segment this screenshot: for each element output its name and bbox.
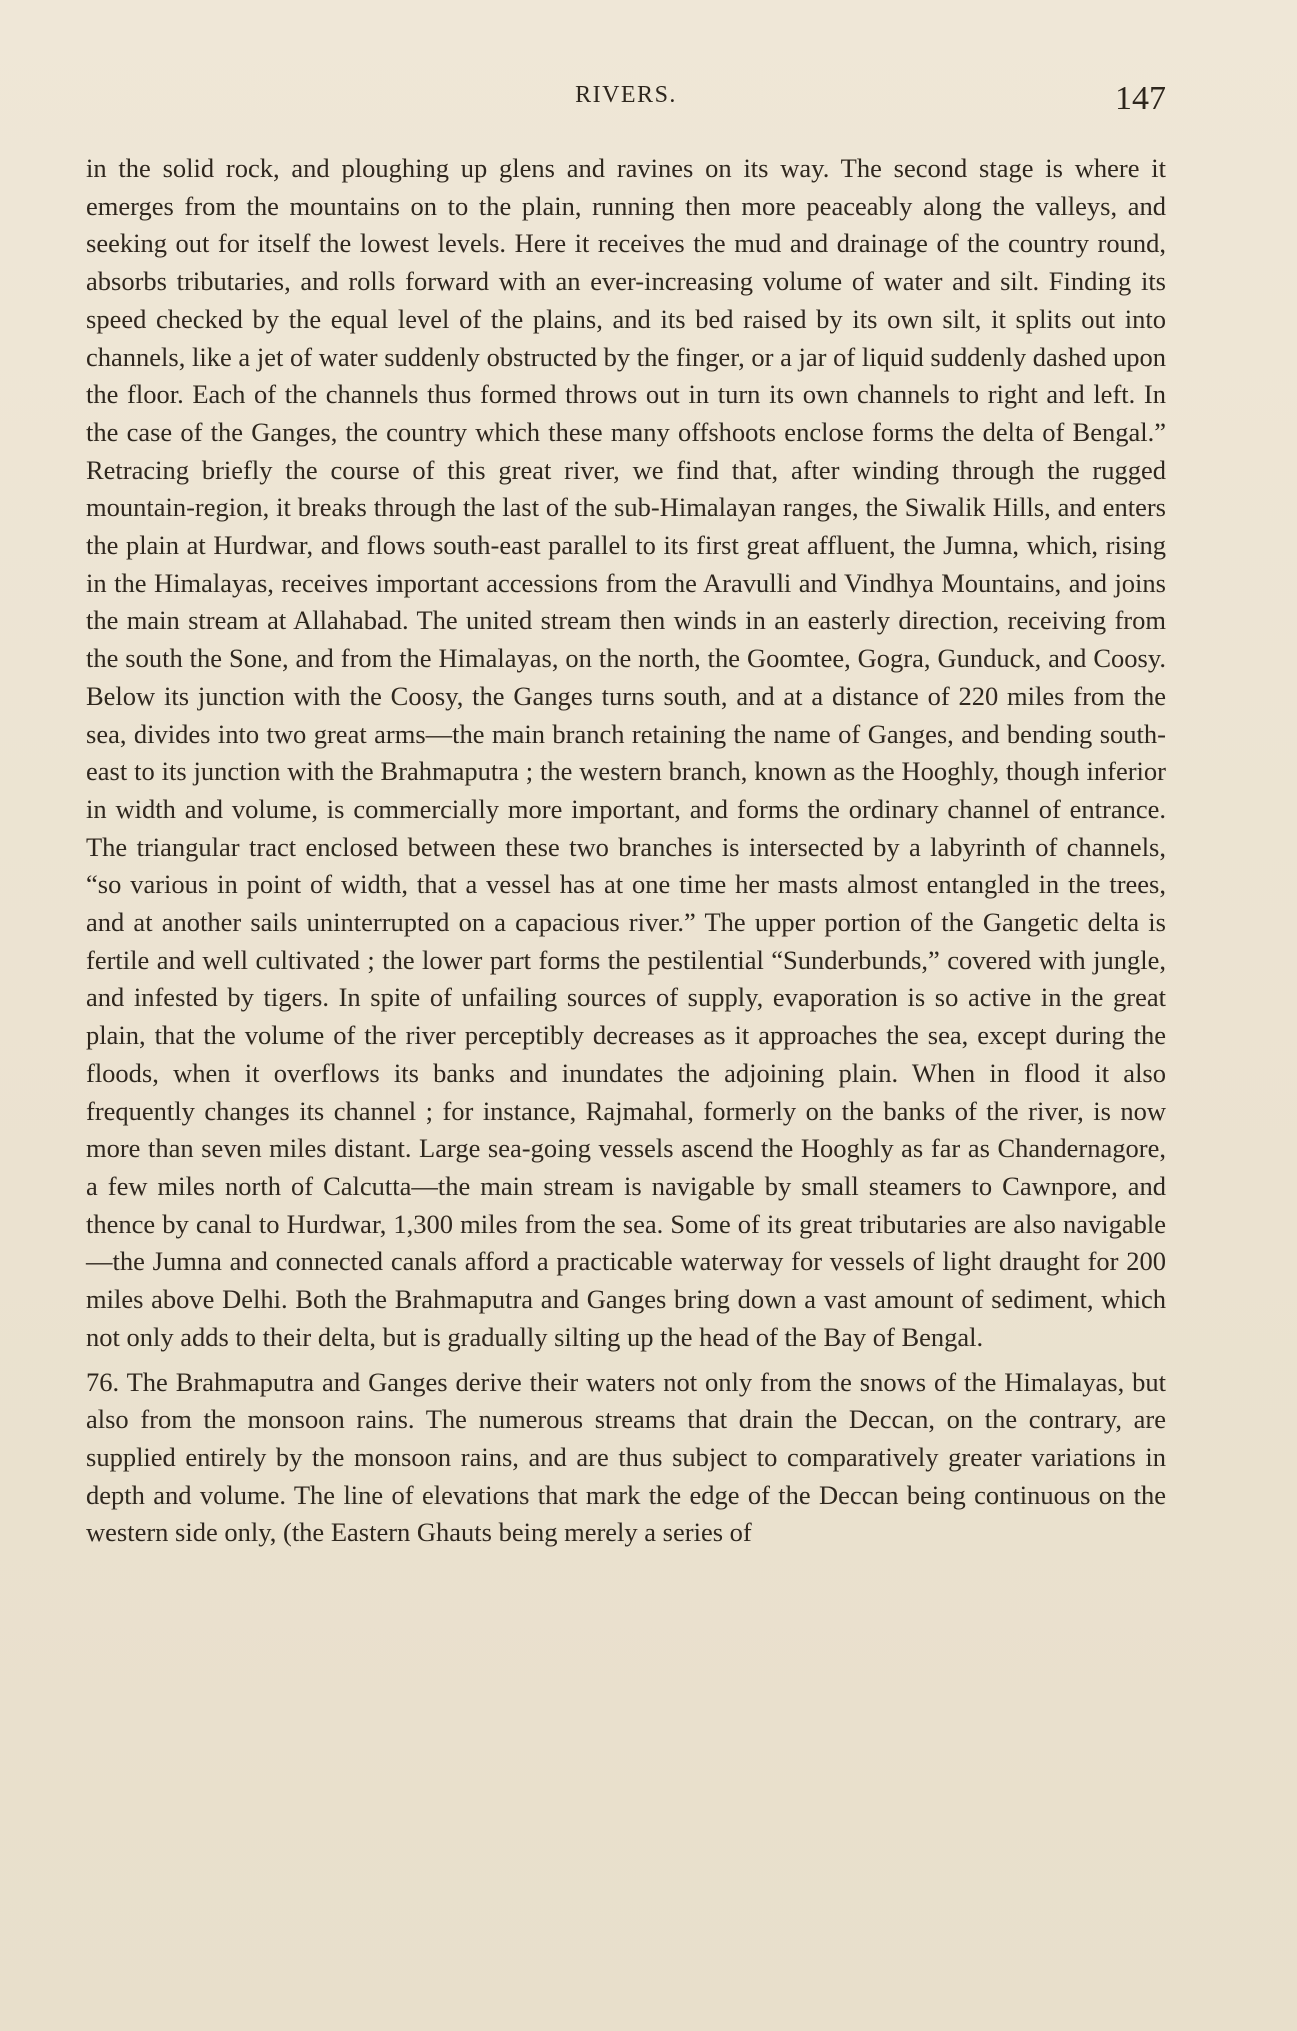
running-head: RIVERS. xyxy=(575,82,677,108)
paragraph-text: The Brahmaputra and Ganges derive their waters not only from the snows of the Himalayas, but also from the monsoon rains. The numerous streams that drain the Deccan, on the contrary, are supplied entirely by the monsoon rains, and are thus subject to comparatively greater variations in depth and volume. The line of elevations that mark the edge of the Deccan being continuous on the western side only, (the Eastern Ghauts being merely a series of xyxy=(86,1366,1166,1548)
paragraph-continued xyxy=(86,150,1166,1357)
paragraph-text: in the solid rock, and ploughing up glens and ravines on its way. The second stage is where it emerges from the mountains on to the plain, running then more peaceably along the valleys, and seeking out for itself the lowest levels. Here it receives the mud and drainage of the country round, absorbs tributaries, and rolls forward with an ever-increasing volume of water and silt. Finding its speed checked by the equal level of the plains, and its bed raised by its own silt, it splits out into channels, like a jet of water suddenly obstructed by the finger, or a jar of liquid suddenly dashed upon the floor. Each of the channels thus formed throws out in turn its own channels to right and left. In the case of the Ganges, the country which these many offshoots enclose forms the delta of Bengal.” Retracing briefly the course of this great river, we find that, after winding through the rugged mountain-region, it breaks through the last of the sub-Himalayan ranges, the Siwalik Hills, and enters the plain at Hurdwar, and flows south-east parallel to its first great affluent, the Jumna, which, rising in the Himalayas, receives important accessions from the Aravulli and Vindhya Mountains, and joins the main stream at Allahabad. The united stream then winds in an easterly direction, receiving from the south the Sone, and from the Himalayas, on the north, the Goomtee, Gogra, Gunduck, and Coosy. Below its junction with the Coosy, the Ganges turns south, and at a distance of 220 miles from the sea, divides into two great arms—the main branch retaining the name of Ganges, and bending south-east to its junction with the Brahmaputra ; the western branch, known as the Hooghly, though inferior in width and volume, is commercially more important, and forms the ordinary channel of entrance. The triangular tract enclosed between these two branches is intersected by a labyrinth of channels, “so various in point of width, that a vessel has at one time her masts almost entangled in the trees, and at another sails uninterrupted on a capacious river.” The upper portion of the Gangetic delta is fertile and well cultivated ; the lower part forms the pestilential “Sunderbunds,” covered with jungle, and infested by tigers. In spite of unfailing sources of supply, evaporation is so active in the great plain, that the volume of the river perceptibly decreases as it approaches the sea, except during the floods, when it overflows its banks and inundates the adjoining plain. When in flood it also frequently changes its channel ; for instance, Rajmahal, formerly on the banks of the river, is now more than seven miles distant. Large sea-going vessels ascend the Hooghly as far as Chandernagore, a few miles north of Calcutta—the main stream is navigable by small steamers to Cawnpore, and thence by canal to Hurdwar, 1,300 miles from the sea. Some of its great tributaries are also navigable—the Jumna and connected canals afford a practicable waterway for vessels of light draught for 200 miles above Delhi. Both the Brahmaputra and Ganges bring down a vast amount of sediment, which not only adds to their delta, but is gradually silting up the head of the Bay of Bengal. xyxy=(86,153,1166,1352)
body-text xyxy=(86,150,1166,1552)
page-header xyxy=(86,82,1166,132)
paragraph-76 xyxy=(86,1364,1166,1553)
page-number: 147 xyxy=(1115,80,1166,117)
paragraph-number: 76. xyxy=(86,1366,120,1397)
